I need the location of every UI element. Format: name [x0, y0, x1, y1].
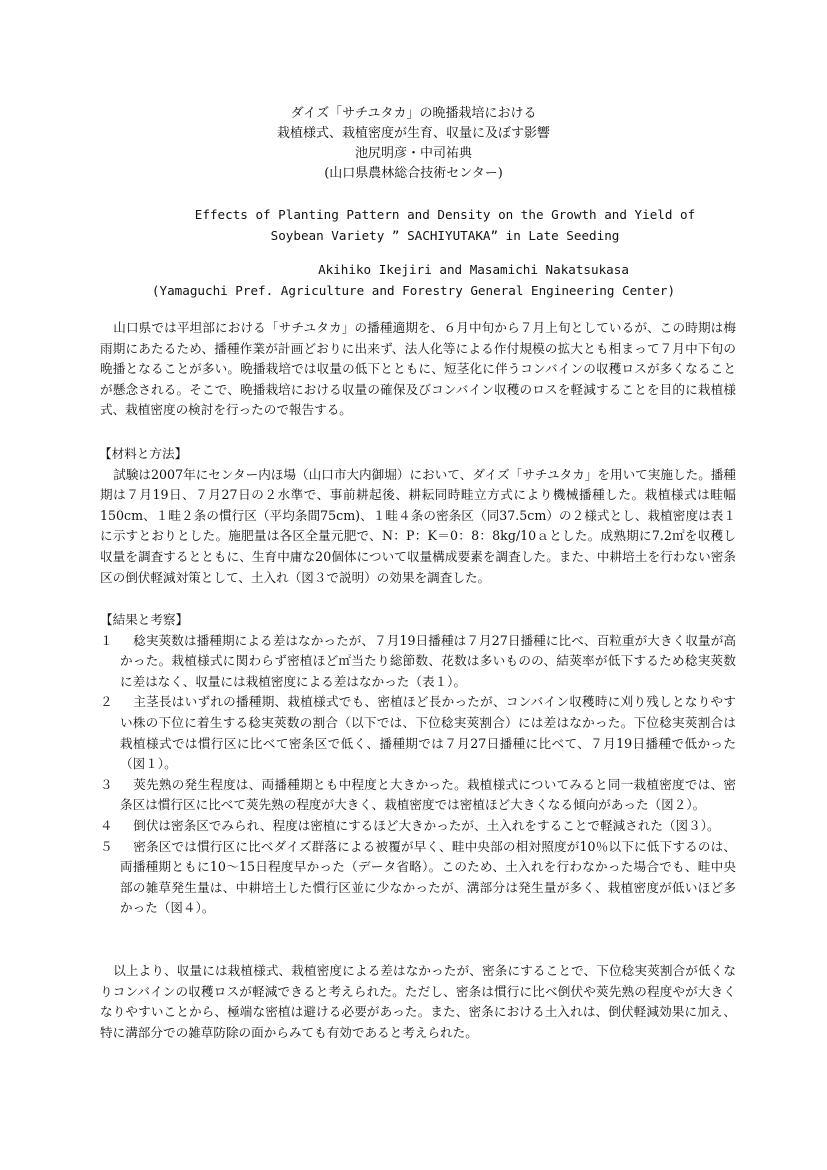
conclusion-paragraph: 以上より、収量には栽植様式、栽植密度による差はなかったが、密条にすることで、下位稔実莢割合が低くなりコンバインの収穫ロスが軽減できると考えられた。ただし、密条は慣行に比べ倒伏や莢先熟の程度やが大きくなりやすいことから、極端な密植は避ける必要があった。また、密条における土入れは、倒伏軽減効果に加え、特に溝部分での雑草防除の面からみても有効であると考えられた。: [100, 963, 736, 1040]
introduction: [100, 318, 736, 421]
result-text: 莢先熟の発生程度は、両播種期とも中程度と大きかった。栽植様式についてみると同一栽植密度では、密条区は慣行区に比べて莢先熟の程度が大きく、栽植密度では密植ほど大きくなる傾向があった（図２）。: [120, 776, 736, 813]
methods-heading: 【材料と方法】: [99, 446, 188, 461]
result-number: １: [100, 632, 113, 648]
english-authors: Akihiko Ikejiri and Masamichi Nakatsukasa: [318, 262, 629, 277]
methods-section: [100, 444, 736, 588]
result-item: [100, 837, 736, 919]
paper-title-line-1: ダイズ「サチユタカ」の晩播栽培における: [290, 106, 537, 121]
result-text: 密条区では慣行区に比べダイズ群落による被覆が早く、畦中央部の相対照度が10％以下に低下するのは、両播種期ともに10～15日程度早かった（データ省略）。このため、土入れを行わなかった場合でも、畦中央部の雑草発生量は、中耕培土した慣行区並に少なかったが、溝部分は発生量が多く、栽植密度が低いほど多かった（図４）。: [120, 838, 736, 916]
result-item: [100, 631, 736, 693]
paper-title-line-2: 栽植様式、栽植密度が生育、収量に及ぼす影響: [276, 126, 550, 141]
result-number: ２: [100, 694, 113, 710]
result-number: ５: [100, 838, 113, 854]
methods-paragraph: 試験は2007年にセンター内ほ場（山口市大内御堀）において、ダイズ「サチユタカ」を用いて実施した。播種期は７月19日、７月27日の２水準で、事前耕起後、耕耘同時畦立方式により機械播種した。栽植様式は畦幅150cm、１畦２条の慣行区（平均条間75cm)、１畦４条の密条区（同37.5cm）の２様式とし、栽植密度は表１に示すとおりとした。施肥量は各区全量元肥で、N：P：K＝0：8：8kg/10ａとした。成熟期に7.2㎡を収穫し収量を調査するとともに、生育中庸な20個体について収量構成要素を調査した。また、中耕培土を行わない密条区の倒伏軽減対策として、土入れ（図３で説明）の効果を調査した。: [100, 466, 736, 585]
result-number: ４: [100, 817, 113, 833]
result-text: 主茎長はいずれの播種期、栽植様式でも、密植ほど長かったが、コンバイン収穫時に刈り残しとなりやすい株の下位に着生する稔実莢数の割合（以下では、下位稔実莢割合）には差はなかった。下位稔実莢割合は栽植様式では慣行区に比べて密条区で低く、播種期では７月27日播種に比べて、７月19日播種で低かった（図１）。: [120, 694, 736, 772]
result-number: ３: [100, 776, 113, 792]
title-block: [0, 104, 827, 184]
intro-paragraph: 山口県では平坦部における「サチユタカ」の播種適期を、６月中旬から７月上旬としているが、この時期は梅雨期にあたるため、播種作業が計画どおりに出来ず、法人化等による作付規模の拡大とも相まって７月中下旬の晩播となることが多い。晩播栽培では収量の低下とともに、短茎化に伴うコンバインの収穫ロスが多くなることが懸念される。そこで、晩播栽培における収量の確保及びコンバイン収穫のロスを軽減することを目的に栽植様式、栽植密度の検討を行ったので報告する。: [100, 320, 736, 418]
english-author-block: [0, 259, 827, 301]
result-item: [100, 692, 736, 774]
affiliation: (山口県農林総合技術センター): [324, 166, 503, 181]
english-affiliation: (Yamaguchi Pref. Agriculture and Forestry General Engineering Center): [151, 283, 676, 298]
results-heading: 【結果と考察】: [100, 612, 189, 627]
english-title-line-1: Effects of Planting Pattern and Density on the Growth and Yield of: [194, 207, 696, 222]
result-item: [100, 816, 736, 837]
result-text: 倒伏は密条区でみられ、程度は密植にするほど大きかったが、土入れをすることで軽減された（図３）。: [133, 817, 720, 833]
result-item: [100, 775, 736, 816]
result-text: 稔実莢数は播種期による差はなかったが、７月19日播種は７月27日播種に比べ、百粒重が大きく収量が高かった。栽植様式に関わらず密植ほど㎡当たり総節数、花数は多いものの、結莢率が低下するため稔実莢数に差はなく、収量には栽植密度による差はなかった（表１）。: [120, 632, 736, 689]
conclusion: [100, 961, 736, 1043]
results-section: [100, 610, 736, 919]
english-title: [0, 205, 827, 246]
english-title-line-2: Soybean Variety ” SACHIYUTAKA” in Late Seeding: [270, 227, 620, 243]
authors: 池尻明彦・中司祐典: [354, 146, 472, 161]
